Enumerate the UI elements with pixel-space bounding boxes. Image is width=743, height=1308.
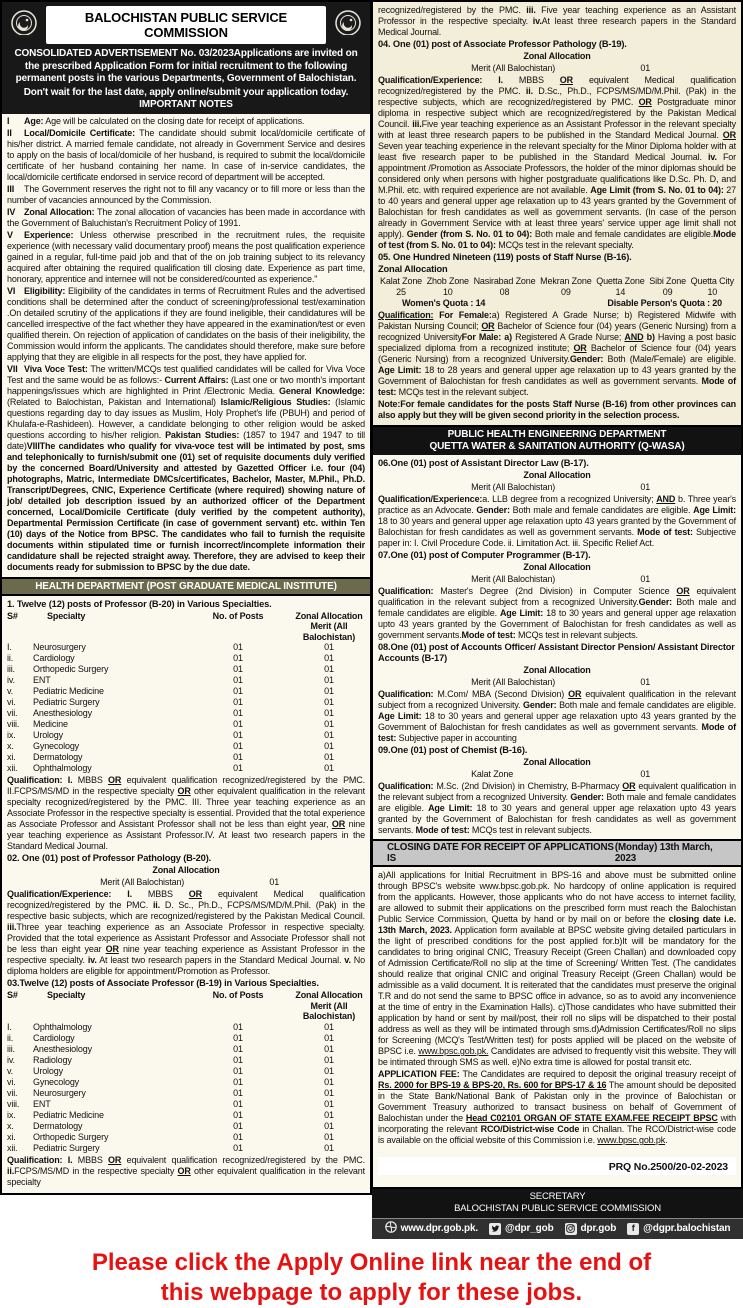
table-row [7, 675, 365, 686]
post-heading-6: 06.One (01) post of Assistant Director Law (B-17). [378, 458, 589, 468]
twitter-link[interactable] [489, 1223, 554, 1235]
professor-table [7, 642, 365, 774]
col-specialty: Specialty [47, 990, 86, 1000]
row-merit: 01 [324, 708, 334, 718]
row-specialty: Ophthalmology [33, 763, 92, 773]
note-text: Local/Domicile Certificate: The candidate should submit local/domicile certificate of his/her district. A married female candidate, not already in Government Service and desires to apply on the basis of local/domicile of her husband, is required to submit the local/domicile certificate of her husband containing her name. In case of in-service candidates, the local/domicile certificate endorsed in service record of department will be accepted. [7, 127, 365, 182]
row-merit: 01 [324, 1109, 334, 1120]
instagram-icon [565, 1223, 577, 1235]
row-merit: 01 [324, 697, 334, 707]
zonal-allocation-label: Zonal Allocation [523, 470, 591, 480]
facebook-link[interactable] [627, 1223, 730, 1235]
zone-name: Quetta City [690, 276, 734, 286]
zone-name: Mekran Zone [540, 276, 592, 286]
row-merit: 01 [324, 686, 334, 696]
instagram-link[interactable] [565, 1223, 617, 1235]
row-merit: 01 [324, 664, 334, 674]
row-posts: 01 [233, 730, 243, 740]
table-row [7, 708, 365, 719]
note-number: II [7, 127, 12, 138]
row-sn: iv. [7, 675, 15, 685]
note-number: VII [7, 363, 18, 374]
table-row [7, 730, 365, 741]
disable-quota: Disable Person's Quota : 20 [607, 298, 722, 308]
row-sn: ix. [7, 1109, 16, 1120]
post-heading-5: 05. One Hundred Nineteen (119) posts of Staff Nurse (B-16). [378, 252, 632, 262]
signatory-title: SECRETARY [529, 1191, 586, 1202]
facebook-label: @dgpr.balochistan [643, 1223, 731, 1234]
row-merit: 01 [324, 653, 334, 663]
advert-intro: CONSOLIDATED ADVERTISEMENT No. 03/2023Applications are invited on the prescribed Application Form for initial recruitment to the following permanent posts in the various Departments, Government of Balochistan. [14, 48, 358, 84]
merit-label: Merit (All Balochistan) [471, 482, 556, 492]
zone-value: 10 [442, 287, 453, 297]
phed-line2: QUETTA WATER & SANITATION AUTHORITY (Q-WASA) [429, 441, 685, 452]
zone-cell [380, 276, 422, 298]
medical-posts-section [372, 0, 743, 427]
important-notes [2, 114, 370, 579]
note-text: Experience: Unless otherwise prescribed in the recruitment rules, the requisite experience (with necessary valid documentary proof) means the post qualification experience gained in a regular, full-time paid job and that of the on job training subject to its relevancy acquired after obtaining the required qualification till closing date. Experience as part time, honorary, apprentice and internee will not be considered/counted as experience." [7, 229, 365, 284]
bpsc-crest-left-icon [7, 8, 41, 42]
merit-row [378, 574, 736, 585]
phed-line1: PUBLIC HEALTH ENGINEERING DEPARTMENT [447, 429, 667, 440]
row-sn: vi. [7, 1076, 16, 1087]
row-merit: 01 [324, 763, 334, 773]
header-top [7, 6, 365, 44]
note-zonal-allocation [7, 207, 365, 229]
row-specialty: Dermatology [33, 752, 83, 762]
zonal-allocation-label: Zonal Allocation [523, 757, 591, 767]
merit-value: 01 [640, 482, 651, 492]
post-heading-7: 07.One (01) post of Computer Programmer (B-17). [378, 550, 591, 560]
post-heading-8: 08.One (01) post of Accounts Officer/ Assistant Director Pension/ Assistant Director Accounts (B-17) [378, 642, 735, 663]
note-vacancy-right [7, 184, 365, 206]
merit-row [378, 677, 736, 688]
table-row [7, 664, 365, 675]
row-sn: v. [7, 686, 14, 696]
table-row [7, 752, 365, 763]
table-row [7, 741, 365, 752]
table-row [7, 1099, 365, 1110]
zone-name: Zhob Zone [426, 276, 469, 286]
zonal-allocation-label: Zonal Allocation [152, 865, 220, 875]
post-heading-1: 1. Twelve (12) posts of Professor (B-20) in Various Specialties. [7, 598, 272, 609]
row-specialty: Cardiology [33, 653, 75, 663]
twitter-label: @dpr_gob [505, 1223, 554, 1234]
col-zonal: Zonal Allocation Merit (All Balochistan) [295, 990, 363, 1021]
table-row [7, 1132, 365, 1143]
row-sn: ii. [7, 653, 14, 663]
qualification-2: Qualification/Experience: I. MBBS OR equivalent Medical qualification recognized/registered by the PMC. ii. D. Sc., Ph.D., FCPS/MS/MD/M.Phil. (Pak) in the respective basic subjects, which are recognized/registered by the Pakistan Medical Council. iii.Three year teaching experience as an Associate Professor in respective specialty. Provided that the total experience as Assistant Professor and Associate Professor shall not be less than eight year OR nine year teaching experience as Assistant Professor in the respective specialty. iv. At least two research papers in the Standard Medical Journal. v. No diploma holders are eligible for appointment/Promotion as Professor. [7, 889, 366, 976]
row-specialty: Pediatric Medicine [33, 1109, 104, 1120]
zonal-allocation-label: Zonal Allocation [523, 562, 591, 572]
row-merit: 01 [324, 1120, 334, 1131]
qualification-3: Qualification: I. MBBS OR equivalent qualification recognized/registered by the PMC. ii.FCPS/MS/MD in the respective specialty OR other equivalent qualification in the relevant specialty [7, 1154, 365, 1187]
row-sn: ix. [7, 730, 16, 740]
row-sn: vi. [7, 697, 16, 707]
row-posts: 01 [233, 642, 243, 652]
apply-online-caption [0, 1248, 743, 1308]
zonal-allocation-label: Zonal Allocation [378, 264, 448, 274]
row-posts: 01 [233, 664, 243, 674]
twitter-icon [489, 1223, 501, 1235]
row-specialty: Cardiology [33, 1032, 75, 1043]
row-merit: 01 [324, 1065, 334, 1076]
row-specialty: ENT [33, 1098, 51, 1109]
note-eligibility [7, 286, 365, 363]
merit-label: Merit (All Balochistan) [100, 877, 185, 887]
post-heading-3: 03.Twelve (12) posts of Associate Professor (B-19) in Various Specialties. [7, 978, 319, 988]
row-sn: xi. [7, 752, 16, 762]
right-column [372, 0, 743, 1239]
row-merit: 01 [324, 1087, 334, 1098]
zone-cell [649, 276, 686, 298]
merit-row [378, 63, 736, 74]
note-domicile [7, 128, 365, 183]
left-column [0, 0, 372, 1195]
closing-instructions [372, 867, 743, 1189]
quota-row [378, 298, 736, 309]
row-posts: 01 [233, 675, 243, 685]
row-specialty: Anesthesiology [33, 708, 92, 718]
closing-date-bar [372, 841, 743, 867]
row-sn: vii. [7, 1087, 18, 1098]
note-text: Viva Voce Test: The written/MCQs test qualified candidates will be called for Viva Voce Test and the same would be as follows:- Current Affairs: (Last one or two month's important happenings/issues which are highlighted in Print /Electronic Media. General Knowledge: (Related to Balochistan, Pakistan and International) Islamic/Religious Studies: (Islamic questions regarding day to day issues as Muslim, Holy Prophet's life (PBUH) and period of Khulafa-e-Rashideen). However, a candidate belonging to other religion would be asked questions according to his/her religion. Pakistan Studies: (1857 to 1947 and 1947 to till date)VIIIThe candidates who qualify for viva-voce test will be intimated by post, sms and telephonically to furnish/submit one (01) set of requisite documents duly verified by the concerned Board/University and attested by Gazetted Officer i.e. four (04) photographs, Matric, Intermediate DMCs/certificates, Bachelor, Master, M.Phil., Ph.D. Transcript/Degrees, CNIC, Experience Certificate (where required) showing nature of job/ detailed job description issued by an authorized officer of the Department concerned, Local/Domicile Certificate (duly verified by the competent authority), Departmental Permission Certificate (in case of government servant) etc. within Ten (10) days of the Notice from BPSC. The candidates who fail to furnish the requisite documents within stipulated time or furnish incorrect/incomplete information their candidature shall be rejected straight away. Therefore, they are advised to keep their documents ready for submission to BPSC by the due date. [7, 363, 366, 572]
health-department-content [2, 596, 370, 1193]
zonal-allocation-label: Zonal Allocation [523, 665, 591, 675]
qualification-7: Qualification: Master's Degree (2nd Division) in Computer Science OR equivalent qualification in the relevant subject from a recognized University.Gender: Both male and female candidates are eligible. Age Limit: 18 to 30 years and general upper age relaxation upto 43 years granted by the Government of Balochistan for fresh candidates as well as government servants.Mode of test: MCQs test in relevant subjects. [378, 586, 737, 640]
row-posts: 01 [233, 708, 243, 718]
zone-cell [474, 276, 536, 298]
row-merit: 01 [324, 1043, 334, 1054]
qualification-5: Qualification: For Female:a) Registered A Grade Nurse; b) Registered Midwife with Pakistan Nursing Council; OR Bachelor of Science four (04) years (Generic Nursing) from a recognized UniversityFor Male: a) Registered A Grade Nurse; AND b) Having a post basic specialized diploma from a recognized institute; OR Bachelor of Science four (04) years (Generic Nursing) from a recognized University.Gender: Both (Male/Female) are eligible. Age Limit: 18 to 28 years and general upper age relaxation up to 43 years granted by the Government of Balochistan for fresh candidates as well as government servants. Mode of test: MCQs test in the relevant subject. [378, 310, 737, 397]
post-heading-2: 02. One (01) post of Professor Pathology (B-20). [7, 853, 212, 863]
row-merit: 01 [324, 1021, 334, 1032]
row-specialty: Urology [33, 730, 63, 740]
application-fee: APPLICATION FEE: The Candidates are required to deposit the original treasury receipt of Rs. 2000 for BPS-19 & BPS-20, Rs. 600 for BPS-17 & 16 The amount should be deposited in the State Bank/National Bank of Pakistan only in the province of Balochistan or Government Treasury authorized to transact business on behalf of Government of Balochistan under the Head C02101 ORGAN OF STATE EXAM.FEE RECEIPT BPSC with incorporating the relevant RCO/District-wise Code in Challan. The RCO/District-wise code is available on the official website of this Commission i.e. www.bpsc.gob.pk. [378, 1069, 737, 1145]
table-row [7, 1044, 365, 1055]
merit-value: 01 [640, 769, 651, 779]
closing-date-value: (Monday) 13th March, 2023 [614, 842, 713, 864]
zone-value: 25 [396, 287, 406, 297]
note-number: IV [7, 206, 16, 217]
note-text: Zonal Allocation: The zonal allocation of vacancies has been made in accordance with the Government of Baluchistan's Recruitment Policy of 1991. [7, 206, 365, 228]
row-merit: 01 [324, 730, 334, 740]
table-header [7, 990, 365, 1022]
col-zonal: Zonal Allocation Merit (All Balochistan) [295, 610, 363, 642]
row-specialty: Urology [33, 1065, 63, 1076]
row-posts: 01 [233, 697, 243, 707]
zone-value: 09 [561, 287, 571, 297]
signature-block [372, 1189, 743, 1218]
zone-name: Sibi Zone [649, 276, 686, 286]
table-row [7, 653, 365, 664]
row-merit: 01 [324, 1076, 334, 1087]
post-heading-4: 04. One (01) post of Associate Professor Pathology (B-19). [378, 39, 627, 49]
note-number: III [7, 183, 15, 194]
staff-nurse-note: Note:For female candidates for the posts Staff Nurse (B-16) from other provinces can also apply but they will be given second priority in the selection process. [378, 399, 736, 420]
row-merit: 01 [324, 1032, 334, 1043]
note-number: VI [7, 285, 16, 296]
facebook-icon: f [627, 1223, 639, 1235]
table-row [7, 1088, 365, 1099]
globe-icon [385, 1221, 397, 1236]
table-row [7, 642, 365, 653]
note-text: The Government reserves the right not to fill any vacancy or to fill more or less than the number of vacancies announced by the Commission. [7, 183, 365, 205]
qualification-4: Qualification/Experience: I. MBBS OR equivalent Medical qualification recognized/registered by the PMC. ii. D.Sc., Ph.D., FCPS/MS/MD/M.Phil. (Pak) in the respective subjects, which are recognized/registered by PMC. OR Postgraduate minor diploma in respective subject which are recognized/registered by the Pakistan Medical Council. iii.Five year teaching experience as an Assistant Professor in the relevant specialty with at least three research papers to be published in the Standard Medical Journal. OR Seven year teaching experience in the relevant specialty for the Minor Diploma holder with at least five research paper to be published in the Standard Medical Journal. iv. For appointment /Promotion as Associate Professors, the holder of the minor diplomas should be considered only when persons with higher postgraduate qualifications like D.Sc. Ph. D, and M.Phil. etc. with required experience are not available. Age Limit (from S. No. 01 to 04): 27 to 40 years and general upper age relaxation up to 43 years granted by the Government of Balochistan for fresh candidates as well as government servants. (In case of the person already in Government Service with at least three years' service upper age limit shall not apply). Gender (from S. No. 01 to 04): Both male and female candidates are eligible.Mode of test (from S. No. 01 to 04): MCQs test in the relevant specialty. [378, 75, 737, 250]
row-specialty: Orthopedic Surgery [33, 1131, 109, 1142]
note-age [7, 116, 365, 127]
row-posts: 01 [233, 1032, 243, 1043]
qualification-6: Qualification/Experience:a. LLB degree from a recognized University; AND b. Three year's practice as an Advocate. Gender: Both male and female candidates are eligible. Age Limit: 18 to 30 years and general upper age relaxation upto 43 years granted by the Government of Balochistan for fresh candidates as well as government servants. Mode of test: Subjective paper in: I. Civil Procedure Code. ii. Limitation Act. iii. Specific Relief Act. [378, 494, 737, 548]
row-posts: 01 [233, 653, 243, 663]
qwasa-posts-section [372, 455, 743, 841]
post-heading-9: 09.One (01) post of Chemist (B-16). [378, 745, 528, 755]
zone-cell [427, 276, 469, 298]
instagram-label: dpr.gob [580, 1223, 617, 1234]
note-viva-voce [7, 364, 365, 573]
table-row [7, 686, 365, 697]
table-row [7, 1033, 365, 1044]
table-row [7, 1055, 365, 1066]
qualification-1: Qualification: I. MBBS OR equivalent qualification recognized/registered by the PMC. II.FCPS/MS/MD in the respective specialty OR other equivalent qualification in the relevant specialty recognized/registered by the PMC. III. Three year teaching experience as an Associate Professor in the respective specialty is essential. Provided that the total experience as Associate Professor and Assistant Professor shall not be less than eight year, OR nine year teaching experience as Assistant Professor.IV. At least two research papers in the Standard Medical Journal. [7, 775, 365, 851]
row-posts: 01 [233, 1076, 243, 1087]
row-specialty: Pediatric Medicine [33, 686, 104, 696]
merit-label: Merit (All Balochistan) [471, 574, 556, 584]
staff-nurse-zones [380, 276, 734, 298]
row-posts: 01 [233, 1142, 243, 1153]
note-text: Age: Age will be calculated on the closing date for receipt of applications. [24, 115, 305, 126]
merit-value: 01 [640, 677, 651, 687]
row-specialty: Pediatric Surgery [33, 697, 100, 707]
associate-professor-table [7, 1022, 365, 1154]
row-specialty: Gynecology [33, 741, 80, 751]
row-specialty: Gynecology [33, 1076, 80, 1087]
zone-cell [540, 276, 591, 298]
qualification-9: Qualification: M.Sc. (2nd Division) in Chemistry, B-Pharmacy OR equivalent qualification in the relevant subject from a recognized University. Gender: Both male and female candidates are eligible. Age Limit: 18 to 30 years and general upper age relaxation upto 43 years granted by the Government of Balochistan for fresh candidates as well as government servants. Mode of test: MCQs test in relevant subjects. [378, 781, 736, 835]
table-row [7, 763, 365, 774]
caption-line1: Please click the Apply Online link near the end of [91, 1249, 652, 1276]
row-sn: I. [7, 642, 12, 652]
zone-name: Kalat Zone [380, 276, 423, 286]
merit-row [378, 482, 736, 493]
row-merit: 01 [324, 1054, 334, 1065]
prq-number: PRQ No.2500/20-02-2023 [378, 1157, 736, 1175]
health-department-bar: HEALTH DEPARTMENT (POST GRADUATE MEDICAL INSTITUTE) [2, 579, 370, 596]
website-link[interactable] [385, 1221, 478, 1236]
row-posts: 01 [233, 1098, 243, 1109]
row-specialty: Anesthesiology [33, 1043, 92, 1054]
table-row [7, 1110, 365, 1121]
row-sn: x. [7, 1120, 14, 1131]
note-text: Eligibility: Eligibility of the candidates in terms of Recruitment Rules and the advertised conditions shall be determined after the conduct of screening/professional test/examination .On detailed scrutiny of the applications if they are found ineligible, their candidatures will be cancelled irrespective of the fact whether they have appeared in the examination/test or even qualified therein. On rejection of application of candidates on the basis of their ineligibility, the Commission would inform the applicants. The candidates should therefore, make sure before applying that they are eligible in all respects for the post, they have applied for. [7, 285, 365, 362]
row-sn: viii. [7, 1098, 20, 1109]
qualification-8: Qualification: M.Com/ MBA (Second Division) OR equivalent qualification in the relevant subject from a recognized University. Gender: Both male and female candidates are eligible. Age Limit: 18 to 30 years and general upper age relaxation upto 43 years granted by the Government of Balochistan for fresh candidates as well as government servants. Mode of test: Subjective paper in accounting [378, 689, 737, 743]
row-posts: 01 [233, 1054, 243, 1065]
social-bar [372, 1218, 743, 1239]
row-posts: 01 [233, 1120, 243, 1131]
website-label: www.dpr.gob.pk. [400, 1223, 478, 1234]
merit-value: 01 [640, 574, 651, 584]
merit-label: Merit (All Balochistan) [471, 63, 556, 73]
zone-value: 08 [499, 287, 510, 297]
row-merit: 01 [324, 675, 334, 685]
row-specialty: Ophthalmology [33, 1021, 92, 1032]
table-row [7, 1077, 365, 1088]
row-posts: 01 [233, 686, 243, 696]
row-sn: iii. [7, 664, 15, 674]
col-specialty: Specialty [47, 610, 86, 621]
row-sn: viii. [7, 719, 20, 729]
phed-department-bar [372, 427, 743, 455]
table-row [7, 719, 365, 730]
closing-date-label: CLOSING DATE FOR RECEIPT OF APPLICATIONS IS [387, 842, 614, 864]
col-sn: S# [7, 990, 18, 1000]
row-merit: 01 [324, 1098, 334, 1109]
row-merit: 01 [324, 1142, 334, 1153]
row-posts: 01 [233, 1131, 243, 1142]
zone-value: 10 [707, 287, 718, 297]
application-instructions: a)All applications for Initial Recruitment in BPS-16 and above must be submitted online through BPSC's website www.bpsc.gob.pk. No hardcopy of online application is required from the applicants. However, those applicants who do not have access to internet facility, are allowed to submit their applications on the prescribed form must reach the Balochistan Public Service Commission, Quetta by hand or by mail on or before the closing date i.e. 13th March, 2023. Application form available at BPSC website giving detailed particulars in the light of prescribed conditions for the post applied for.b)It will be mandatory for the candidates to bring original CNIC, Treasury Receipt (Green Challan) and downloaded copy of Admission Certificate/Roll no slip at the time of Screening/ Written Test. (The candidates should realize that original CNIC and original Treasury Receipt (Green Challan) would be admissible as a valid document. It is reiterated that the candidates must preserve the original T.R and do not send the same to BPSC office in advance, so as to avoid any inconvenience at the time of entry in the Examination Halls). c)Those candidates who have submitted their application by hand or sent by mail/post, their roll no slips will be dispatched to their postal address as well as they will be intimated through sms.d)Admission Certificates/Roll no slips for Screening (MCQ's Test/Written test) for posts applied will be placed on the website of BPSC i.e. www.bpsc.gob.pk. Candidates are advised to frequently visit this website. They will be intimated through SMS as well. e)No extra time is allowed for postal transit etc. [378, 870, 737, 1067]
row-sn: v. [7, 1065, 14, 1076]
row-posts: 01 [233, 1087, 243, 1098]
row-sn: I. [7, 1021, 12, 1032]
row-sn: vii. [7, 708, 18, 718]
row-sn: iv. [7, 1054, 15, 1065]
zone-name: Quetta Zone [596, 276, 645, 286]
merit-row [378, 769, 736, 780]
womens-quota: Women's Quota : 14 [402, 298, 486, 308]
row-sn: x. [7, 741, 14, 751]
merit-value: 01 [640, 63, 651, 73]
row-sn: xii. [7, 1142, 18, 1153]
row-specialty: Dermatology [33, 1120, 83, 1131]
note-number: V [7, 229, 13, 240]
row-specialty: Neurosurgery [33, 642, 86, 652]
zone-cell [596, 276, 644, 298]
row-sn: iii. [7, 1043, 15, 1054]
advert-header [2, 2, 370, 114]
row-sn: xii. [7, 763, 18, 773]
table-header [7, 611, 365, 643]
row-specialty: ENT [33, 675, 51, 685]
zone-cell [691, 276, 734, 298]
zonal-allocation-label: Zonal Allocation [523, 51, 591, 61]
qualification-3-continued: recognized/registered by the PMC. iii. Five year teaching experience as an Assistant Professor in the respective specialty. iv.At least three research papers in the Standard Medical Journal. [378, 5, 736, 37]
row-specialty: Orthopedic Surgery [33, 664, 109, 674]
row-merit: 01 [324, 719, 334, 729]
table-row [7, 1143, 365, 1154]
row-merit: 01 [324, 741, 334, 751]
row-specialty: Pediatric Surgery [33, 1142, 100, 1153]
row-posts: 01 [233, 719, 243, 729]
zone-value: 09 [662, 287, 673, 297]
row-posts: 01 [233, 1043, 243, 1054]
merit-label: Merit (All Balochistan) [471, 677, 556, 687]
note-experience [7, 230, 365, 285]
merit-label: Kalat Zone [471, 769, 514, 779]
row-posts: 01 [233, 763, 243, 773]
table-row [7, 1022, 365, 1033]
merit-value: 01 [269, 877, 280, 887]
col-sn: S# [7, 610, 18, 621]
zone-name: Nasirabad Zone [473, 276, 536, 286]
table-row [7, 1121, 365, 1132]
row-posts: 01 [233, 1065, 243, 1076]
row-specialty: Neurosurgery [33, 1087, 86, 1098]
row-specialty: Medicine [33, 719, 68, 729]
signatory-org: BALOCHISTAN PUBLIC SERVICE COMMISSION [454, 1203, 661, 1214]
table-row [7, 697, 365, 708]
row-sn: xi. [7, 1131, 16, 1142]
col-posts: No. of Posts [212, 990, 264, 1000]
advert-tagline: Don't wait for the last date, apply online/submit your application today. IMPORTANT NOTES [23, 86, 349, 110]
merit-row [7, 877, 365, 888]
row-posts: 01 [233, 741, 243, 751]
row-posts: 01 [233, 1109, 243, 1120]
zone-value: 14 [615, 287, 626, 297]
row-merit: 01 [324, 1131, 334, 1142]
row-sn: ii. [7, 1032, 14, 1043]
row-posts: 01 [233, 752, 243, 762]
row-posts: 01 [233, 1021, 243, 1032]
page-title: BALOCHISTAN PUBLIC SERVICE COMMISSION [46, 6, 326, 44]
balochistan-crest-right-icon [331, 8, 365, 42]
note-number: I [7, 115, 10, 126]
row-merit: 01 [324, 642, 334, 652]
col-posts: No. of Posts [212, 610, 264, 621]
row-specialty: Radiology [33, 1054, 72, 1065]
table-row [7, 1066, 365, 1077]
row-merit: 01 [324, 752, 334, 762]
caption-line2: this webpage to apply for these jobs. [160, 1279, 583, 1306]
